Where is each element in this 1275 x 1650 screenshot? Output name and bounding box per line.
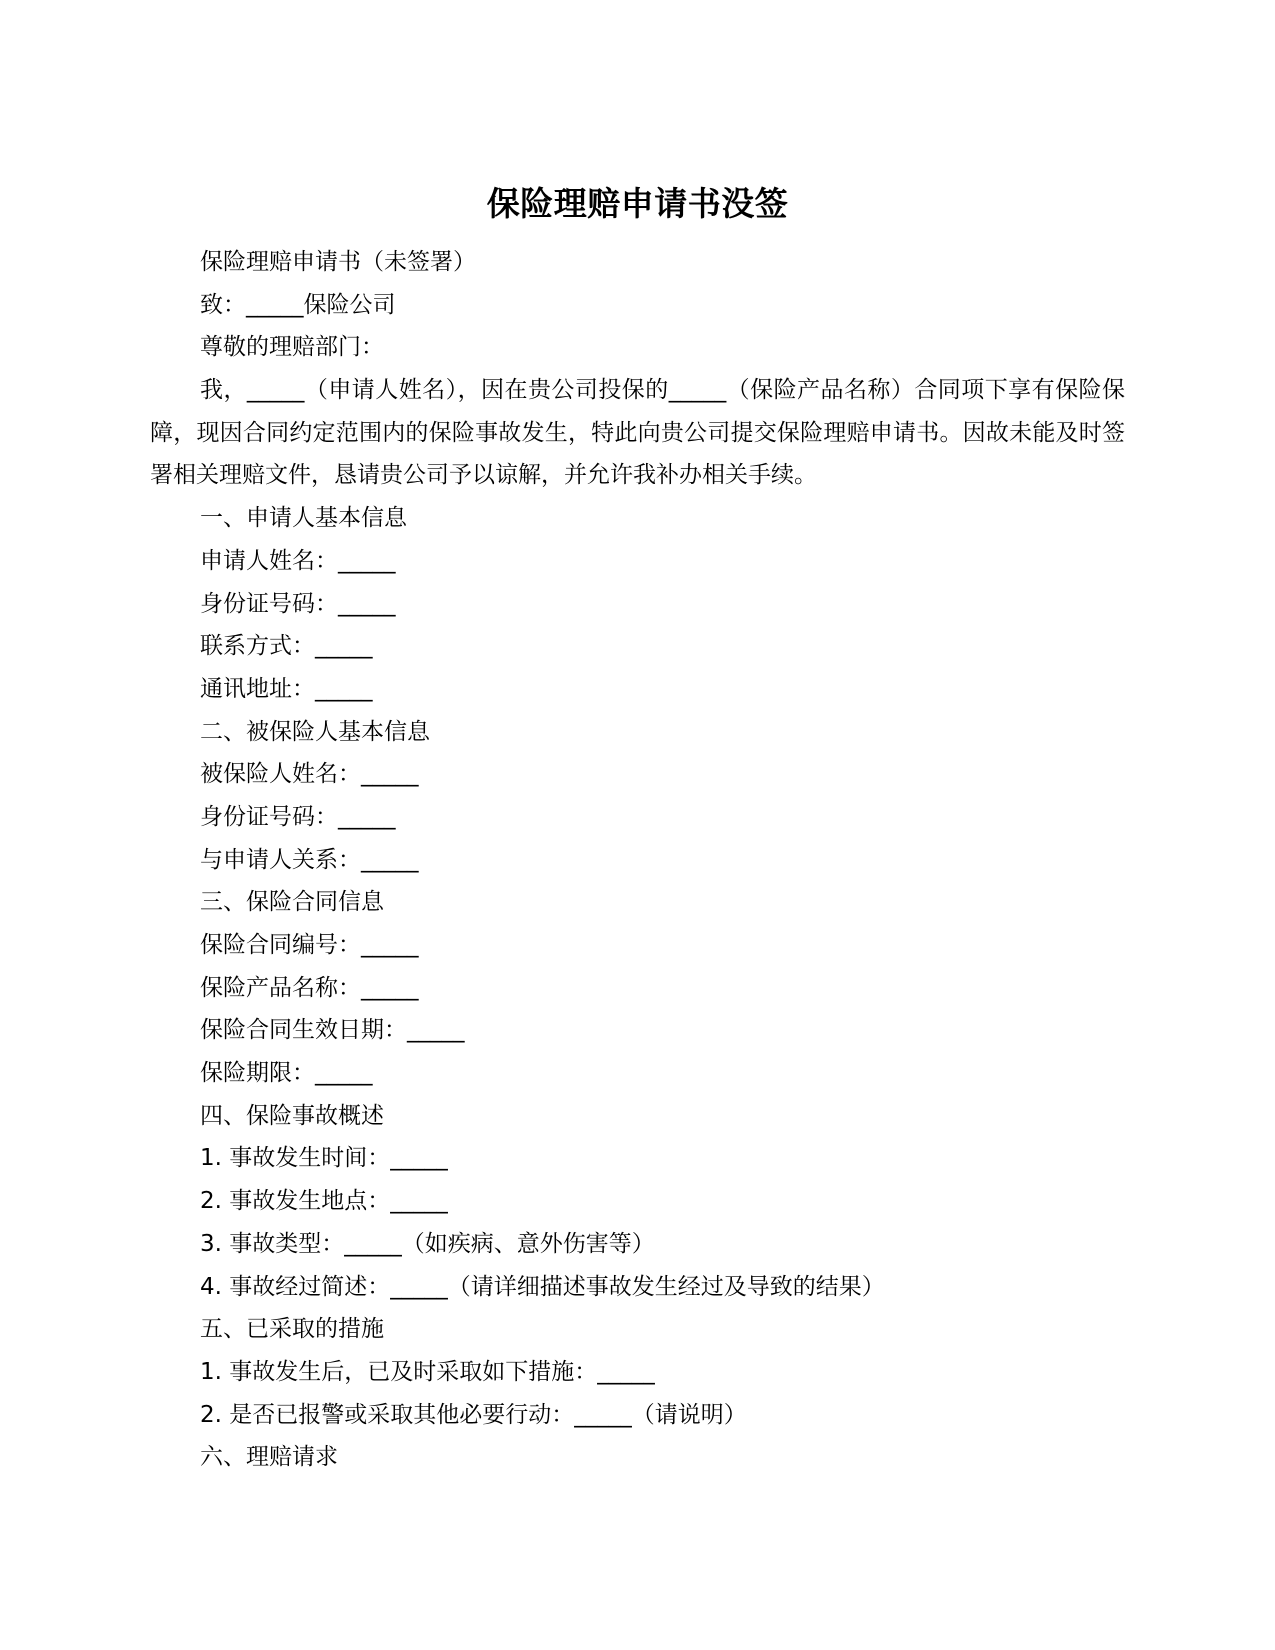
field-relationship: 与申请人关系：_____ [200, 846, 419, 873]
document-body [150, 241, 1125, 1479]
field-accident-description: 4. 事故经过简述：_____（请详细描述事故发生经过及导致的结果） [200, 1273, 885, 1300]
field-accident-type: 3. 事故类型：_____（如疾病、意外伤害等） [200, 1230, 655, 1257]
field-applicant-name: 申请人姓名：_____ [200, 547, 396, 574]
document-title: 保险理赔申请书没签 [486, 184, 789, 223]
field-accident-time: 1. 事故发生时间：_____ [200, 1145, 448, 1172]
intro-paragraph: 我，_____（申请人姓名），因在贵公司投保的_____（保险产品名称）合同项下享有保险保障，现因合同约定范围内的保险事故发生，特此向贵公司提交保险理赔申请书。因故未能及时签署相关理赔文件，恳请贵公司予以谅解，并允许我补办相关手续。 [150, 377, 1125, 489]
field-insurance-term: 保险期限：_____ [200, 1060, 373, 1087]
section-heading-measures: 五、已采取的措施 [200, 1316, 384, 1343]
salutation-line: 尊敬的理赔部门： [200, 334, 384, 361]
section-heading-insured: 二、被保险人基本信息 [200, 718, 430, 745]
field-measures-taken: 1. 事故发生后，已及时采取如下措施：_____ [200, 1358, 655, 1385]
field-address: 通讯地址：_____ [200, 675, 373, 702]
field-product-name: 保险产品名称：_____ [200, 974, 419, 1001]
section-heading-claim: 六、理赔请求 [200, 1444, 338, 1471]
field-insured-id: 身份证号码：_____ [200, 803, 396, 830]
field-insured-name: 被保险人姓名：_____ [200, 761, 419, 788]
field-contact: 联系方式：_____ [200, 633, 373, 660]
addressee-line: 致：_____保险公司 [200, 291, 396, 318]
form-heading: 保险理赔申请书（未签署） [200, 249, 476, 275]
section-heading-contract: 三、保险合同信息 [200, 889, 384, 916]
field-effective-date: 保险合同生效日期：_____ [200, 1017, 465, 1044]
field-accident-place: 2. 事故发生地点：_____ [200, 1188, 448, 1215]
section-heading-accident: 四、保险事故概述 [200, 1102, 384, 1129]
field-applicant-id: 身份证号码：_____ [200, 590, 396, 617]
field-contract-number: 保险合同编号：_____ [200, 932, 419, 959]
section-heading-applicant: 一、申请人基本信息 [200, 505, 407, 532]
field-police-report: 2. 是否已报警或采取其他必要行动：_____（请说明） [200, 1401, 747, 1428]
